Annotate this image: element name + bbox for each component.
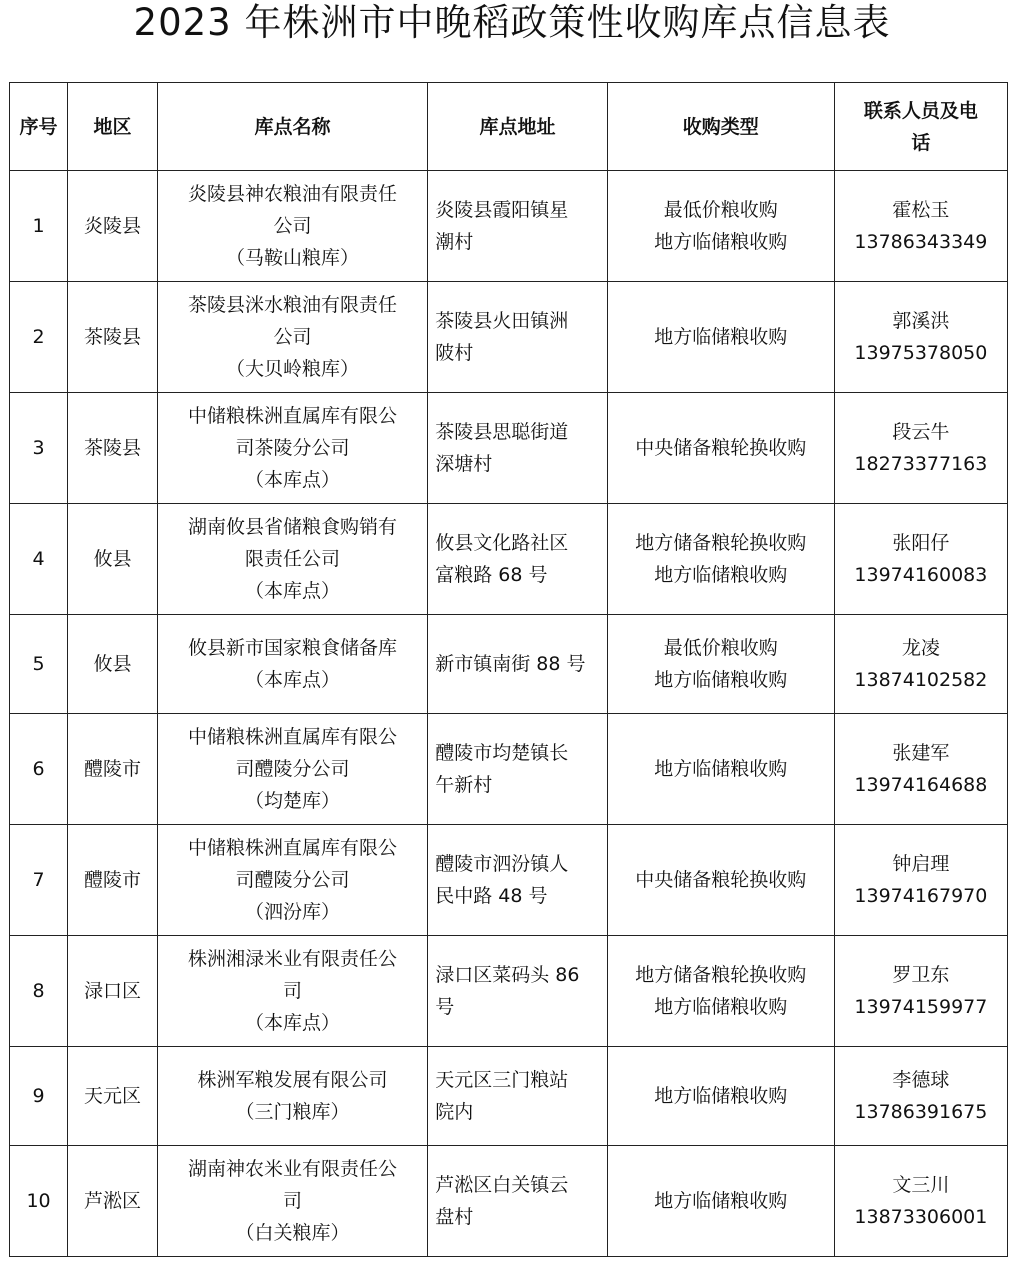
type-line: 地方临储粮收购	[654, 231, 788, 253]
type-line: 地方临储粮收购	[654, 564, 788, 586]
type-line: 地方临储粮收购	[654, 758, 788, 780]
contact-phone: 13786343349	[854, 231, 988, 253]
cell-contact	[834, 936, 1007, 1047]
name-line: 株洲湘渌米业有限责任公	[188, 948, 398, 970]
name-line: 中储粮株洲直属库有限公	[188, 726, 398, 748]
header-area: 地区	[68, 83, 158, 171]
header-contact-line2: 话	[911, 131, 931, 154]
name-line: 中储粮株洲直属库有限公	[188, 405, 398, 427]
contact-name: 李德球	[892, 1069, 950, 1091]
name-line: 湖南攸县省储粮食购销有	[188, 516, 398, 538]
contact-name: 张阳仔	[892, 532, 950, 554]
type-line: 地方临储粮收购	[654, 326, 788, 348]
cell-name	[157, 825, 427, 936]
cell-name	[157, 1047, 427, 1146]
name-line: （本库点）	[245, 669, 341, 691]
name-line: 茶陵县洣水粮油有限责任	[188, 294, 398, 316]
address-line: 午新村	[435, 774, 493, 796]
table-row	[10, 1047, 1008, 1146]
table-row	[10, 936, 1008, 1047]
table-row	[10, 1146, 1008, 1257]
name-line: 中储粮株洲直属库有限公	[188, 837, 398, 859]
name-line: （本库点）	[245, 580, 341, 602]
table-row	[10, 504, 1008, 615]
contact-phone: 13874102582	[854, 669, 988, 691]
type-line: 中央储备粮轮换收购	[635, 869, 807, 891]
name-line: （大贝岭粮库）	[226, 358, 360, 380]
address-line: 芦淞区白关镇云	[435, 1174, 569, 1196]
name-line: 司茶陵分公司	[235, 437, 350, 459]
cell-name	[157, 282, 427, 393]
cell-address	[428, 171, 608, 282]
header-contact	[834, 83, 1007, 171]
table-row	[10, 825, 1008, 936]
cell-contact	[834, 825, 1007, 936]
cell-address	[428, 282, 608, 393]
contact-name: 龙凌	[901, 637, 940, 659]
address-line: 攸县文化路社区	[435, 532, 569, 554]
cell-type	[607, 1146, 834, 1257]
name-line: 湖南神农米业有限责任公	[188, 1158, 398, 1180]
name-line: （泗汾库）	[245, 901, 341, 923]
address-line: 号	[435, 996, 455, 1018]
table-row	[10, 615, 1008, 714]
cell-no: 9	[10, 1047, 68, 1146]
cell-contact	[834, 615, 1007, 714]
cell-no: 4	[10, 504, 68, 615]
name-line: （均楚库）	[245, 790, 341, 812]
cell-type	[607, 714, 834, 825]
name-line: （本库点）	[245, 469, 341, 491]
cell-name	[157, 504, 427, 615]
name-line: 司醴陵分公司	[235, 758, 350, 780]
cell-area: 天元区	[68, 1047, 158, 1146]
contact-phone: 13786391675	[854, 1101, 988, 1123]
address-line: 深塘村	[435, 453, 493, 475]
name-line: 司	[283, 1190, 303, 1212]
table-row	[10, 714, 1008, 825]
cell-type	[607, 171, 834, 282]
contact-phone: 13974164688	[854, 774, 988, 796]
contact-name: 钟启理	[892, 853, 950, 875]
name-line: 限责任公司	[245, 548, 341, 570]
header-name: 库点名称	[157, 83, 427, 171]
type-line: 地方临储粮收购	[654, 1190, 788, 1212]
cell-area: 醴陵市	[68, 714, 158, 825]
cell-address	[428, 504, 608, 615]
cell-name	[157, 1146, 427, 1257]
cell-type	[607, 1047, 834, 1146]
cell-area: 攸县	[68, 615, 158, 714]
cell-area: 茶陵县	[68, 393, 158, 504]
name-line: 司	[283, 980, 303, 1002]
cell-area: 炎陵县	[68, 171, 158, 282]
cell-name	[157, 393, 427, 504]
name-line: （马鞍山粮库）	[226, 247, 360, 269]
cell-address	[428, 936, 608, 1047]
header-address: 库点地址	[428, 83, 608, 171]
cell-address	[428, 825, 608, 936]
name-line: （白关粮库）	[235, 1222, 350, 1244]
cell-no: 8	[10, 936, 68, 1047]
name-line: 公司	[273, 215, 312, 237]
cell-address	[428, 1047, 608, 1146]
cell-contact	[834, 1146, 1007, 1257]
contact-phone: 13975378050	[854, 342, 988, 364]
cell-area: 芦淞区	[68, 1146, 158, 1257]
name-line: 炎陵县神农粮油有限责任	[188, 183, 398, 205]
contact-name: 霍松玉	[892, 199, 950, 221]
name-line: （三门粮库）	[235, 1101, 350, 1123]
type-line: 地方临储粮收购	[654, 996, 788, 1018]
table-row	[10, 171, 1008, 282]
cell-address	[428, 714, 608, 825]
type-line: 地方储备粮轮换收购	[635, 964, 807, 986]
cell-type	[607, 282, 834, 393]
contact-name: 文三川	[892, 1174, 950, 1196]
type-line: 最低价粮收购	[663, 637, 778, 659]
address-line: 民中路 48 号	[435, 885, 548, 907]
address-line: 天元区三门粮站	[435, 1069, 569, 1091]
contact-name: 张建军	[892, 742, 950, 764]
cell-address	[428, 1146, 608, 1257]
cell-name	[157, 714, 427, 825]
cell-name	[157, 936, 427, 1047]
cell-type	[607, 615, 834, 714]
contact-name: 段云牛	[892, 421, 950, 443]
table-header-row	[10, 83, 1008, 171]
address-line: 新市镇南街 88 号	[435, 653, 586, 675]
cell-type	[607, 393, 834, 504]
address-line: 醴陵市泗汾镇人	[435, 853, 569, 875]
address-line: 炎陵县霞阳镇星	[435, 199, 569, 221]
type-line: 地方临储粮收购	[654, 669, 788, 691]
cell-area: 茶陵县	[68, 282, 158, 393]
name-line: 公司	[273, 326, 312, 348]
name-line: 株洲军粮发展有限公司	[197, 1069, 388, 1091]
address-line: 渌口区菜码头 86	[435, 964, 580, 986]
address-line: 醴陵市均楚镇长	[435, 742, 569, 764]
header-contact-line1: 联系人员及电	[863, 99, 978, 122]
cell-no: 6	[10, 714, 68, 825]
address-line: 富粮路 68 号	[435, 564, 548, 586]
name-line: 攸县新市国家粮食储备库	[188, 637, 398, 659]
cell-area: 攸县	[68, 504, 158, 615]
contact-phone: 18273377163	[854, 453, 988, 475]
contact-name: 郭溪洪	[892, 310, 950, 332]
cell-type	[607, 825, 834, 936]
cell-contact	[834, 504, 1007, 615]
address-line: 院内	[435, 1101, 474, 1123]
contact-phone: 13974160083	[854, 564, 988, 586]
address-line: 潮村	[435, 231, 474, 253]
name-line: （本库点）	[245, 1012, 341, 1034]
address-line: 茶陵县思聪街道	[435, 421, 569, 443]
granary-info-table	[9, 82, 1008, 1257]
contact-phone: 13974167970	[854, 885, 988, 907]
address-line: 盘村	[435, 1206, 474, 1228]
cell-no: 5	[10, 615, 68, 714]
cell-contact	[834, 714, 1007, 825]
cell-address	[428, 615, 608, 714]
table-row	[10, 282, 1008, 393]
cell-no: 10	[10, 1146, 68, 1257]
contact-phone: 13974159977	[854, 996, 988, 1018]
address-line: 陂村	[435, 342, 474, 364]
cell-no: 7	[10, 825, 68, 936]
cell-no: 1	[10, 171, 68, 282]
header-type: 收购类型	[607, 83, 834, 171]
type-line: 地方临储粮收购	[654, 1085, 788, 1107]
name-line: 司醴陵分公司	[235, 869, 350, 891]
header-no: 序号	[10, 83, 68, 171]
cell-name	[157, 615, 427, 714]
cell-area: 醴陵市	[68, 825, 158, 936]
cell-area: 渌口区	[68, 936, 158, 1047]
page-title: 2023 年株洲市中晚稻政策性收购库点信息表	[133, 1, 891, 44]
cell-name	[157, 171, 427, 282]
contact-name: 罗卫东	[892, 964, 950, 986]
type-line: 地方储备粮轮换收购	[635, 532, 807, 554]
cell-contact	[834, 171, 1007, 282]
table-body	[10, 171, 1008, 1257]
cell-contact	[834, 393, 1007, 504]
cell-type	[607, 936, 834, 1047]
cell-contact	[834, 1047, 1007, 1146]
cell-no: 3	[10, 393, 68, 504]
type-line: 中央储备粮轮换收购	[635, 437, 807, 459]
cell-no: 2	[10, 282, 68, 393]
cell-contact	[834, 282, 1007, 393]
table-row	[10, 393, 1008, 504]
contact-phone: 13873306001	[854, 1206, 988, 1228]
cell-address	[428, 393, 608, 504]
address-line: 茶陵县火田镇洲	[435, 310, 569, 332]
type-line: 最低价粮收购	[663, 199, 778, 221]
cell-type	[607, 504, 834, 615]
